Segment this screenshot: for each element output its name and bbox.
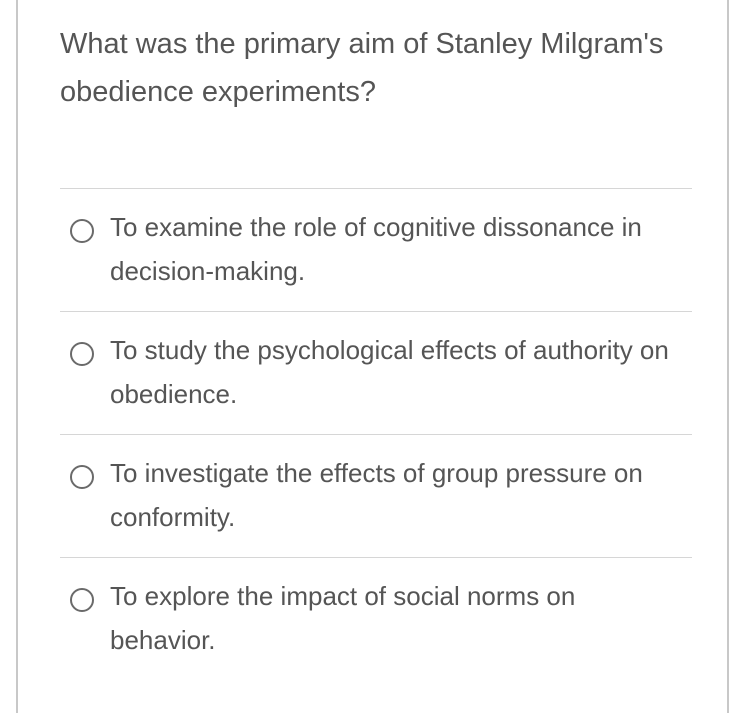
answer-option-label: To examine the role of cognitive dissonance in decision-making.	[110, 212, 642, 286]
answer-option-label: To explore the impact of social norms on behavior.	[110, 581, 576, 655]
radio-button-icon[interactable]	[70, 588, 94, 612]
answer-option-4[interactable]	[60, 557, 692, 680]
answer-option-label: To investigate the effects of group pressure on conformity.	[110, 458, 643, 532]
answer-option-2[interactable]	[60, 311, 692, 434]
radio-button-icon[interactable]	[70, 465, 94, 489]
radio-button-icon[interactable]	[70, 219, 94, 243]
answer-option-label: To study the psychological effects of authority on obedience.	[110, 335, 669, 409]
answer-option-3[interactable]	[60, 434, 692, 557]
question-text: What was the primary aim of Stanley Milgram's obedience experiments?	[60, 28, 664, 108]
answer-option-1[interactable]	[60, 188, 692, 311]
radio-button-icon[interactable]	[70, 342, 94, 366]
answer-options	[60, 188, 692, 680]
question-card	[16, 0, 729, 713]
